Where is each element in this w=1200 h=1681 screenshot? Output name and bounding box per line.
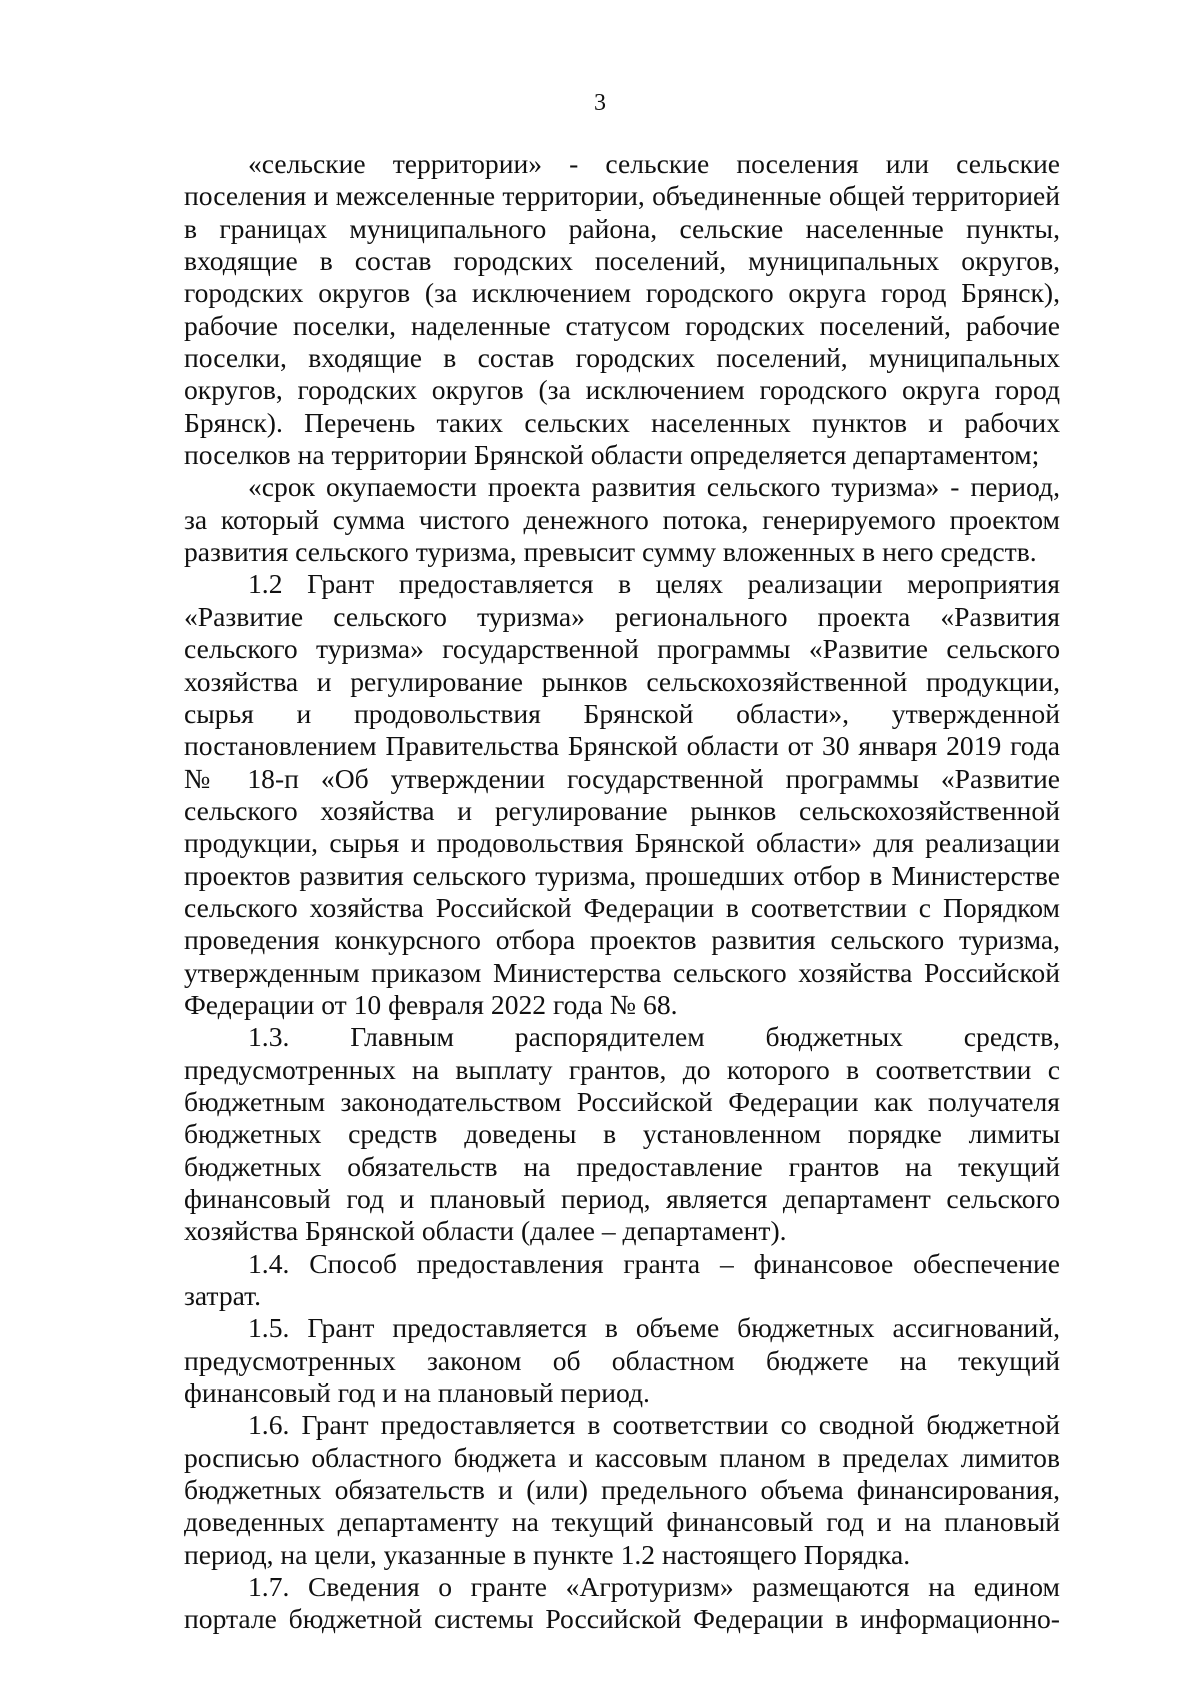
paragraph-definition-payback-period: «срок окупаемости проекта развития сельского туризма» - период, за который сумма чистого денежного потока, генерируемого проектом развития сельского туризма, превысит сумму вложенных в него средств. (184, 471, 1060, 568)
document-body (184, 148, 1060, 1636)
paragraph-1-3: 1.3. Главным распорядителем бюджетных средств, предусмотренных на выплату грантов, до которого в соответствии с бюджетным законодательством Российской Федерации как получателя бюджетных средств доведены в установленном порядке лимиты бюджетных обязательств на предоставление грантов на текущий финансовый год и плановый период, является департамент сельского хозяйства Брянской области (далее – департамент). (184, 1021, 1060, 1247)
paragraph-1-7: 1.7. Сведения о гранте «Агротуризм» размещаются на едином портале бюджетной системы Российской Федерации в информационно- (184, 1571, 1060, 1635)
paragraph-1-6: 1.6. Грант предоставляется в соответствии со сводной бюджетной росписью областного бюджета и кассовым планом в пределах лимитов бюджетных обязательств и (или) предельного объема финансирования, доведенных департаменту на текущий финансовый год и на плановый период, на цели, указанные в пункте 1.2 настоящего Порядка. (184, 1409, 1060, 1570)
paragraph-definition-rural-territories: «сельские территории» - сельские поселения или сельские поселения и межселенные территории, объединенные общей территорией в границах муниципального района, сельские населенные пункты, входящие в состав городских поселений, муниципальных округов, городских округов (за исключением городского округа город Брянск), рабочие поселки, наделенные статусом городских поселений, рабочие поселки, входящие в состав городских поселений, муниципальных округов, городских округов (за исключением городского округа город Брянск). Перечень таких сельских населенных пунктов и рабочих поселков на территории Брянской области определяется департаментом; (184, 148, 1060, 471)
page-number: 3 (594, 90, 606, 116)
paragraph-1-5: 1.5. Грант предоставляется в объеме бюджетных ассигнований, предусмотренных законом об областном бюджете на текущий финансовый год и на плановый период. (184, 1312, 1060, 1409)
paragraph-1-4: 1.4. Способ предоставления гранта – финансовое обеспечение затрат. (184, 1247, 1060, 1312)
paragraph-1-2: 1.2 Грант предоставляется в целях реализации мероприятия «Развитие сельского туризма» регионального проекта «Развития сельского туризма» государственной программы «Развитие сельского хозяйства и регулирование рынков сельскохозяйственной продукции, сырья и продовольствия Брянской области», утвержденной постановлением Правительства Брянской области от 30 января 2019 года № 18-п «Об утверждении государственной программы «Развитие сельского хозяйства и регулирование рынков сельскохозяйственной продукции, сырья и продовольствия Брянской области» для реализации проектов развития сельского туризма, прошедших отбор в Министерстве сельского хозяйства Российской Федерации в соответствии с Порядком проведения конкурсного отбора проектов развития сельского туризма, утвержденным приказом Министерства сельского хозяйства Российской Федерации от 10 февраля 2022 года № 68. (184, 568, 1060, 1020)
